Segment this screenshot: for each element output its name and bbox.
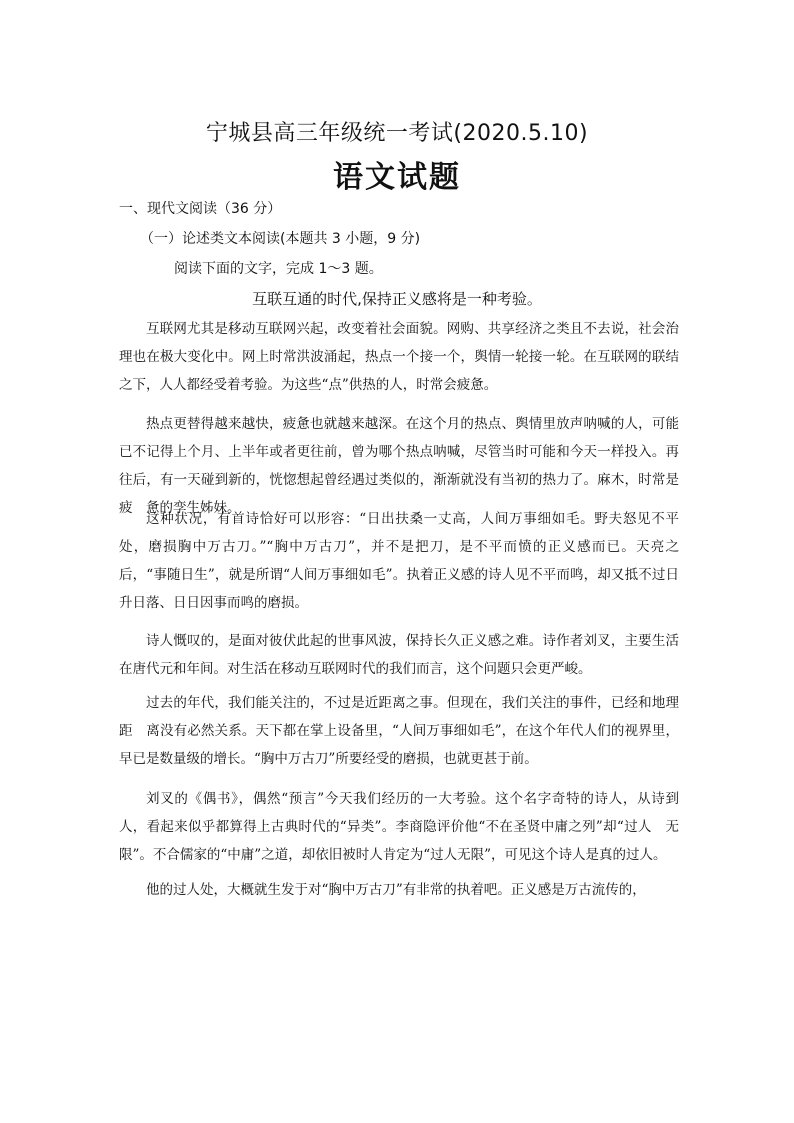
passage-paragraph: 刘叉的《偶书》，偶然“预言”今天我们经历的一大考验。这个名字奇特的诗人，从诗到 人，看起来似乎都算得上古典时代的“异类”。李商隐评价他“不在圣贤中庸之列”却“过人 无限”。不合儒家的“中庸”之道，却依旧被时人肯定为“过人无限”，可见这个诗人是真的过人。: [119, 791, 693, 863]
passage-paragraph: 诗人慨叹的，是面对彼伏此起的世事风波，保持长久正义感之难。诗作者刘叉，主要生活在唐代元和年间。对生活在移动互联网时代的我们而言，这个问题只会更严峻。: [119, 633, 679, 677]
passage-paragraph: 互联网尤其是移动互联网兴起，改变着社会面貌。网购、共享经济之类且不去说，社会治 理也在极大变化中。网上时常洪波涌起，热点一个接一个，舆情一轮接一轮。在互联网的联结 之下，人人都经受着考验。为这些“点”供热的人，时常会疲惫。: [119, 321, 693, 393]
section-heading: 一、现代文阅读（36 分）: [119, 201, 282, 217]
subsection-heading: （一）论述类文本阅读(本题共 3 小题，9 分): [140, 231, 421, 247]
exam-subtitle: 语文试题: [333, 160, 461, 195]
passage-paragraph: 过去的年代，我们能关注的，不过是近距离之事。但现在，我们关注的事件，已经和地理距 离没有必然关系。天下都在掌上设备里，“人间万事细如毛”，在这个年代人们的视界里，早已是数量级的增长。“胸中万古刀”所要经受的磨损，也就更甚于前。: [119, 695, 679, 767]
passage-paragraph: 这种状况，有首诗恰好可以形容：“日出扶桑一丈高，人间万事细如毛。野夫怒见不平处，磨损胸中万古刀。”“胸中万古刀”，并不是把刀，是不平而愤的正义感而已。天亮之后，“事随日生”，就是所谓“人间万事细如毛”。执着正义感的诗人见不平而鸣，却又抵不过日升日落、日日因事而鸣的磨损。: [119, 511, 679, 611]
passage-paragraph: 热点更替得越来越快，疲惫也就越来越深。在这个月的热点、舆情里放声呐喊的人，可能 已不记得上个月、上半年或者更往前，曾为哪个热点呐喊，尽管当时可能和今天一样投入。再 往后，有一天碰到新的，恍惚想起曾经遇过类似的，渐渐就没有当初的热力了。麻木，时常是疲 惫的孪生姊妹。: [119, 416, 693, 516]
passage-title: 互联互通的时代,保持正义感将是一种考验。: [252, 290, 542, 308]
exam-title: 宁城县高三年级统一考试(2020.5.10): [205, 121, 589, 146]
reading-instruction: 阅读下面的文字，完成 1～3 题。: [174, 261, 383, 277]
passage-paragraph: 他的过人处，大概就生发于对“胸中万古刀”有非常的执着吧。正义感是万古流传的，: [146, 882, 646, 898]
